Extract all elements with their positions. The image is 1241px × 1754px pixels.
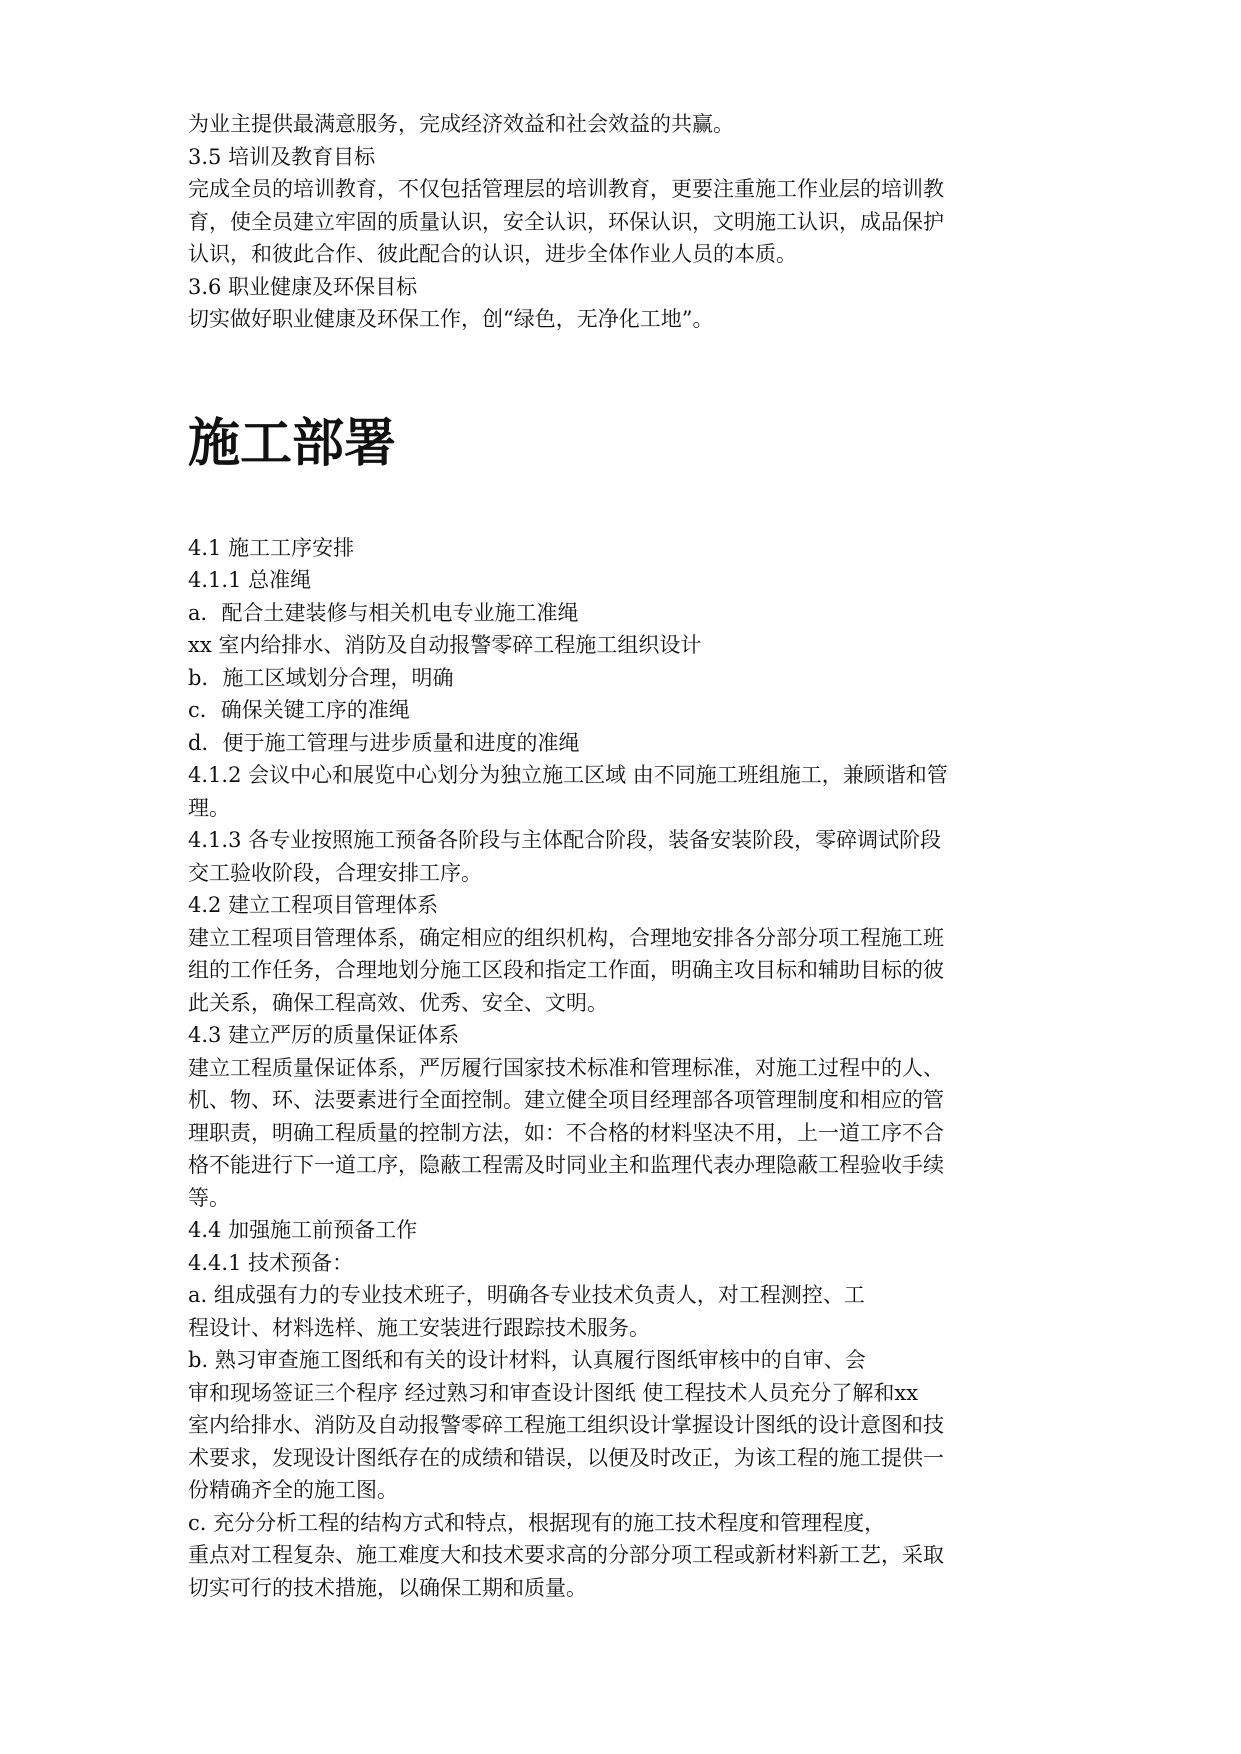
subsection-heading: 4.4 加强施工前预备工作	[188, 1218, 418, 1242]
paragraph-line: 建立工程项目管理体系，确定相应的组织机构，合理地安排各分部分项工程施工班	[188, 925, 944, 950]
list-item: a. 组成强有力的专业技术班子，明确各专业技术负责人，对工程测控、工	[188, 1283, 865, 1307]
paragraph-line: 完成全员的培训教育，不仅包括管理层的培训教育，更要注重施工作业层的培训教	[188, 177, 944, 201]
paragraph-line: 建立工程质量保证体系，严厉履行国家技术标准和管理标准，对施工过程中的人、	[188, 1055, 944, 1080]
subsection-heading: 4.1.1 总准绳	[188, 568, 312, 592]
list-item: d．便于施工管理与进步质量和进度的准绳	[188, 730, 580, 755]
spacer	[188, 476, 1068, 532]
paragraph-line: 份精确齐全的施工图。	[188, 1478, 398, 1502]
section-title: 施工部署	[188, 413, 397, 474]
subsection-heading: 4.2 建立工程项目管理体系	[188, 893, 439, 917]
paragraph-line: 格不能进行下一道工序，隐蔽工程需及时同业主和监理代表办理隐蔽工程验收手续	[188, 1153, 944, 1177]
spacer	[188, 336, 1068, 412]
document-page	[188, 108, 1068, 1604]
paragraph-line: 交工验收阶段，合理安排工序。	[188, 860, 482, 885]
subsection-heading: 4.1 施工工序安排	[188, 535, 355, 560]
list-item: a．配合土建装修与相关机电专业施工准绳	[188, 600, 579, 625]
subsection-heading: 3.6 职业健康及环保目标	[188, 274, 418, 299]
subsection-heading: 3.5 培训及教育目标	[188, 144, 376, 169]
paragraph-line: 4.1.2 会议中心和展览中心划分为独立施工区域 由不同施工班组施工，兼顾谐和管	[188, 763, 948, 787]
paragraph-line: 认识，和彼此合作、彼此配合的认识，进步全体作业人员的本质。	[188, 242, 797, 266]
list-item: c．确保关键工序的准绳	[188, 698, 410, 722]
list-item: c. 充分分析工程的结构方式和特点，根据现有的施工技术程度和管理程度，	[188, 1510, 886, 1535]
paragraph-line: 等。	[188, 1185, 230, 1210]
paragraph-line: 审和现场签证三个程序 经过熟习和审查设计图纸 使工程技术人员充分了解和xx	[188, 1380, 919, 1405]
paragraph-line: 育，使全员建立牢固的质量认识，安全认识，环保认识，文明施工认识，成品保护	[188, 209, 944, 234]
paragraph-line: 术要求，发现设计图纸存在的成绩和错误，以便及时改正，为该工程的施工提供一	[188, 1445, 944, 1470]
paragraph-line: 切实可行的技术措施，以确保工期和质量。	[188, 1575, 587, 1600]
paragraph-line: 重点对工程复杂、施工难度大和技术要求高的分部分项工程或新材料新工艺，采取	[188, 1543, 944, 1567]
list-item: b．施工区域划分合理，明确	[188, 665, 454, 690]
paragraph-line: 为业主提供最满意服务，完成经济效益和社会效益的共赢。	[188, 112, 734, 136]
paragraph-line: 理。	[188, 795, 230, 820]
paragraph-line: 理职责，明确工程质量的控制方法，如：不合格的材料坚决不用，上一道工序不合	[188, 1120, 944, 1145]
paragraph-line: 室内给排水、消防及自动报警零碎工程施工组织设计掌握设计图纸的设计意图和技	[188, 1413, 944, 1437]
paragraph-line: 此关系，确保工程高效、优秀、安全、文明。	[188, 990, 608, 1015]
body-section	[188, 532, 1068, 1605]
intro-section	[188, 108, 1068, 336]
subsection-heading: 4.4.1 技术预备：	[188, 1250, 354, 1275]
list-item: b. 熟习审查施工图纸和有关的设计材料，认真履行图纸审核中的自审、会	[188, 1348, 866, 1372]
paragraph-line: 机、物、环、法要素进行全面控制。建立健全项目经理部各项管理制度和相应的管	[188, 1088, 944, 1112]
paragraph-line: 程设计、材料选样、施工安装进行跟踪技术服务。	[188, 1315, 650, 1340]
subsection-heading: 4.3 建立严厉的质量保证体系	[188, 1023, 460, 1047]
paragraph-line: 切实做好职业健康及环保工作，创“绿色，无净化工地”。	[188, 307, 714, 331]
paragraph-line: xx 室内给排水、消防及自动报警零碎工程施工组织设计	[188, 633, 702, 657]
paragraph-line: 4.1.3 各专业按照施工预备各阶段与主体配合阶段，装备安装阶段，零碎调试阶段	[188, 828, 942, 852]
paragraph-line: 组的工作任务，合理地划分施工区段和指定工作面，明确主攻目标和辅助目标的彼	[188, 958, 944, 982]
